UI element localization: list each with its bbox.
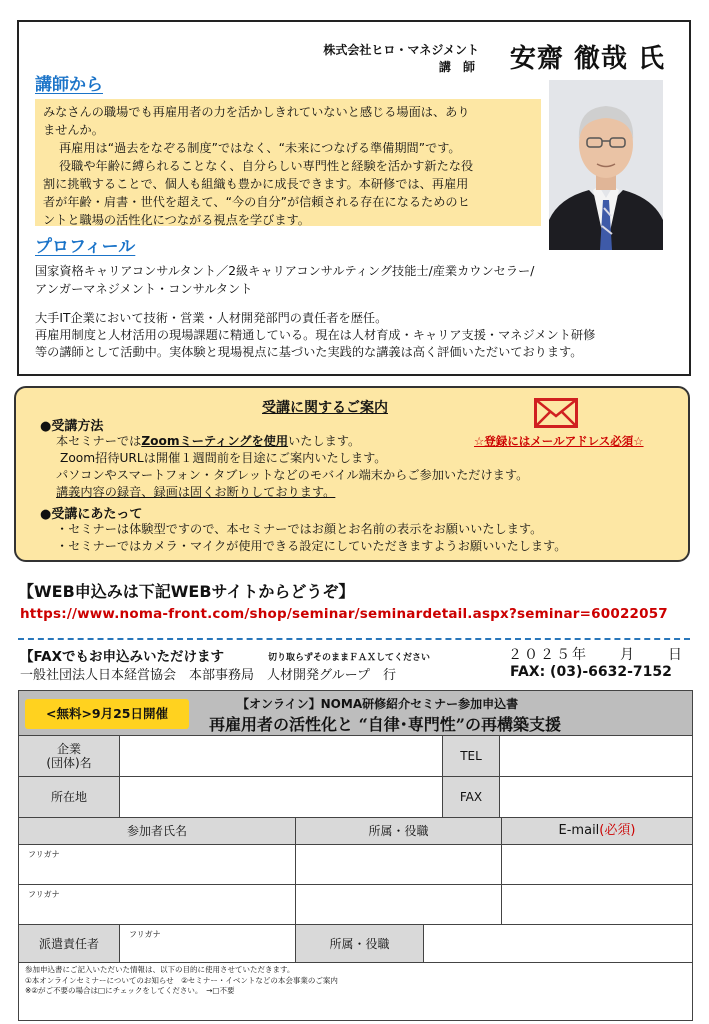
participant-name-header: 参加者氏名: [19, 818, 296, 845]
message-line: みなさんの職場でも再雇用者の力を活かしきれていないと感じる場面は、あり: [43, 105, 470, 119]
fax-field[interactable]: [500, 777, 692, 818]
participant-dept-field[interactable]: [296, 885, 502, 925]
privacy-note-line: ①本オンラインセミナーについてのお知らせ ②セミナー・イベントなどの本会事業のご案内: [25, 975, 338, 985]
cut-line: [18, 638, 690, 640]
fax-apply-heading: 【FAXでもお申込みいただけます: [20, 649, 225, 665]
instructor-role: 講 師: [438, 60, 479, 74]
notes-heading: ●受講にあたって: [40, 507, 143, 522]
instructor-photo: [549, 80, 663, 250]
profile-line: アンガーマネジメント・コンサルタント: [35, 282, 253, 296]
method-line: パソコンやスマートフォン・タブレットなどのモバイル端末からご参加いただけます。: [56, 468, 529, 482]
notes-line: ・セミナーは体験型ですので、本セミナーではお顔とお名前の表示をお願いいたします。: [56, 522, 543, 536]
tel-field[interactable]: [500, 736, 692, 777]
participant-email-field[interactable]: [502, 845, 692, 885]
participant-email-field[interactable]: [502, 885, 692, 925]
participant-dept-field[interactable]: [296, 845, 502, 885]
notes-line: ・セミナーではカメラ・マイクが使用できる設定にしていただきますようお願いいたします。: [56, 539, 567, 553]
fax-recipient: 一般社団法人日本経営協会 本部事務局 人材開発グループ 行: [20, 668, 396, 683]
method-line: 本セミナーではZoomミーティングを使用いたします。: [56, 434, 361, 448]
email-header: E-mail (必須): [502, 818, 692, 845]
form-header: [19, 691, 692, 736]
profile-career: [35, 310, 595, 361]
participant-name-field[interactable]: フリガナ: [19, 845, 296, 885]
form-title: 再雇用者の活性化と “自律･専門性”の再構築支援: [209, 715, 561, 734]
dept-header: 所属・役職: [296, 818, 502, 845]
address-label: 所在地: [19, 777, 120, 818]
privacy-notes: [25, 965, 338, 997]
fax-label: FAX: [443, 777, 500, 818]
profile-line: 大手IT企業において技術・営業・人材開発部門の責任者を歴任。: [35, 311, 388, 325]
address-field[interactable]: [120, 777, 443, 818]
profile-heading: プロフィール: [35, 237, 136, 257]
form-subtitle: 【オンライン】NOMA研修紹介セミナー参加申込書: [237, 697, 519, 711]
guide-section: [14, 386, 690, 562]
message-line: 割に挑戦することで、個人も組織も豊かに成長できます。本研修では、再雇用: [43, 177, 469, 191]
web-apply-heading: 【WEB申込みは下記WEBサイトからどうぞ】: [18, 582, 355, 601]
method-line: Zoom招待URLは開催１週間前を目途にご案内いたします。: [60, 451, 387, 465]
message-line: 役職や年齢に縛られることなく、自分らしい専門性と経験を活かす新たな役: [59, 159, 474, 173]
participant-name-field[interactable]: フリガナ: [19, 885, 296, 925]
email-required-note: ☆登録にはメールアドレス必須☆: [474, 434, 644, 448]
free-date-badge: <無料>9月25日開催: [25, 699, 189, 729]
privacy-note-line[interactable]: ※②がご不要の場合は□にチェックをしてください。 →□不要: [25, 986, 235, 995]
profile-qualifications: [35, 262, 534, 298]
guide-title: 受講に関するご案内: [262, 400, 388, 416]
dispatch-label: 派遣責任者: [19, 925, 120, 963]
fax-number: FAX: (03)-6632-7152: [510, 664, 672, 680]
web-apply-link[interactable]: https://www.noma-front.com/shop/seminar/seminardetail.aspx?seminar=60022057: [20, 606, 668, 622]
profile-line: 国家資格キャリアコンサルタント／2級キャリアコンサルティング技能士/産業カウンセラー/: [35, 264, 535, 278]
tel-label: TEL: [443, 736, 500, 777]
company-label: 企業 (団体)名: [19, 736, 120, 777]
instructor-name: 安齋 徹哉 氏: [509, 44, 665, 74]
envelope-icon: [534, 398, 578, 432]
instructor-message: [35, 99, 541, 226]
company-field[interactable]: [120, 736, 443, 777]
message-line: 者が年齢・肩書・世代を超えて、“今の自分”が信頼される存在になるためのヒ: [43, 195, 470, 209]
fax-date[interactable]: ２０２５年 月 日: [508, 647, 684, 663]
profile-line: 再雇用制度と人材活用の現場課題に精通している。現在は人材育成・キャリア支援・マネジメント研修: [35, 328, 596, 342]
dispatch-dept-label: 所属・役職: [296, 925, 424, 963]
dispatch-name-field[interactable]: フリガナ: [120, 925, 296, 963]
method-line: 講義内容の録音、録画は固くお断りしております。: [56, 485, 336, 499]
fax-cut-note: 切り取らずそのままＦＡＸしてください: [268, 653, 431, 663]
dispatch-dept-field[interactable]: [424, 925, 692, 963]
message-heading: 講師から: [35, 75, 103, 95]
method-heading: ●受講方法: [40, 419, 104, 434]
instructor-section: [17, 20, 691, 376]
application-form: [18, 690, 693, 1021]
message-line: 再雇用は“過去をなぞる制度”ではなく、“未来につなげる準備期間”です。: [59, 141, 461, 155]
message-line: ませんか。: [43, 123, 104, 137]
profile-line: 等の講師として活動中。実体験と現場視点に基づいた実践的な講義は高く評価いただいております。: [35, 345, 583, 359]
privacy-note-line: 参加申込書にご記入いただいた情報は、以下の目的に使用させていただきます。: [25, 965, 295, 974]
company-name: 株式会社ヒロ・マネジメント: [323, 43, 479, 57]
message-line: ントと職場の活性化につながる視点を学びます。: [43, 213, 310, 227]
